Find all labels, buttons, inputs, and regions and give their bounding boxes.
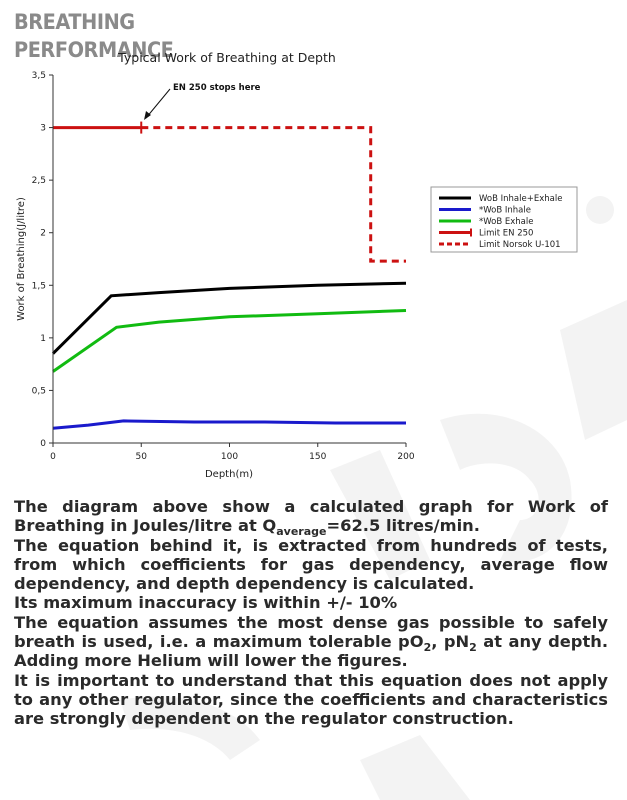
series-line bbox=[141, 128, 406, 262]
annotation-text: EN 250 stops here bbox=[173, 83, 261, 93]
x-tick-label: 150 bbox=[309, 452, 327, 462]
paragraph-5: It is important to understand that this equation does not apply to any other regulator, since the coefficients and characteristics are strongly dependent on the regulator construction. bbox=[14, 670, 608, 729]
paragraph-1-text-end: =62.5 litres/min. bbox=[326, 516, 480, 536]
paragraph-3: Its maximum inaccuracy is within +/- 10% bbox=[14, 593, 398, 613]
y-tick-label: 3 bbox=[40, 123, 46, 134]
paragraph-2: The equation behind it, is extracted from hundreds of tests, from which coefficients for gas dependency, average flow dependency, and depth dependency is calculated. bbox=[14, 535, 608, 594]
chart-legend bbox=[431, 187, 577, 252]
y-tick-label: 1 bbox=[40, 333, 46, 344]
legend-label: *WoB Inhale bbox=[479, 205, 531, 216]
y-tick-label: 0,5 bbox=[31, 386, 46, 397]
x-axis-label: Depth(m) bbox=[204, 469, 254, 480]
legend-label: Limit Norsok U-101 bbox=[479, 240, 561, 250]
x-tick-label: 50 bbox=[135, 452, 147, 462]
y-tick-label: 1,5 bbox=[31, 281, 46, 292]
paragraph-1 bbox=[14, 497, 608, 539]
y-tick-label: 2 bbox=[40, 228, 46, 239]
y-tick-label: 0 bbox=[40, 439, 46, 449]
x-tick-label: 0 bbox=[50, 452, 56, 462]
paragraph-1-text: The diagram above show a calculated graph for Work of Breathing in Joules/litre at Q bbox=[14, 497, 608, 536]
description-text bbox=[14, 497, 608, 729]
series-line bbox=[53, 283, 406, 353]
legend-label: Limit EN 250 bbox=[479, 228, 534, 239]
x-tick-label: 100 bbox=[220, 452, 239, 462]
y-axis-label: Work of Breathing(J/litre) bbox=[16, 197, 27, 321]
annotation-arrow-line bbox=[146, 89, 170, 118]
legend-label: *WoB Exhale bbox=[479, 217, 534, 227]
subscript-average: average bbox=[276, 525, 327, 539]
page-title: BREATHING PERFORMANCE bbox=[14, 10, 174, 62]
subscript-2-n2: 2 bbox=[469, 641, 477, 655]
paragraph-4-text-end: at any depth. Adding more Helium will lower the figures. bbox=[14, 632, 609, 671]
legend-label: WoB Inhale+Exhale bbox=[479, 194, 563, 204]
paragraph-4-text-mid: , pN bbox=[431, 632, 470, 652]
y-tick-label: 3,5 bbox=[31, 71, 46, 81]
subscript-2-o2: 2 bbox=[423, 641, 432, 655]
chart-title: Typical Work of Breathing at Depth bbox=[118, 50, 336, 65]
annotation-arrow-head bbox=[144, 111, 151, 120]
series-line bbox=[53, 311, 406, 372]
paragraph-4 bbox=[14, 613, 608, 671]
series-line bbox=[53, 421, 406, 428]
x-tick-label: 200 bbox=[397, 452, 415, 462]
en250-annotation bbox=[144, 83, 261, 120]
work-of-breathing-chart bbox=[0, 40, 627, 485]
tick-layer bbox=[32, 71, 415, 462]
y-tick-label: 2,5 bbox=[31, 176, 46, 187]
paragraph-4-text: The equation assumes the most dense gas possible to safely breath is used, i.e. a maximum tolerable pO bbox=[14, 612, 608, 652]
series-layer bbox=[53, 122, 406, 429]
